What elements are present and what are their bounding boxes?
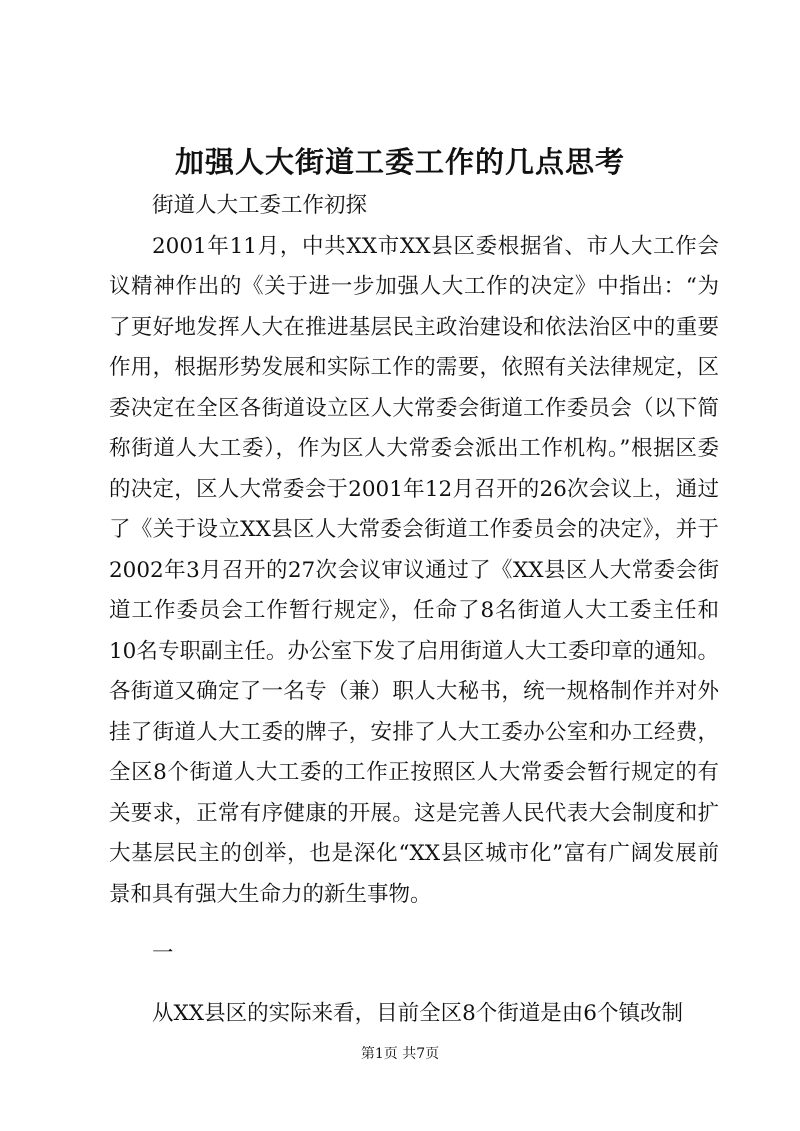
body-paragraph-last: 从XX县区的实际来看，目前全区8个街道是由6个镇改制 — [152, 1000, 683, 1026]
section-marker: 一 — [152, 941, 174, 966]
subtitle: 街道人大工委工作初探 — [152, 193, 368, 218]
page-footer: 第1页 共7页 — [360, 1046, 440, 1062]
body-paragraph: 2001年11月，中共XX市XX县区委根据省、市人大工作会议精神作出的《关于进一步加强人大工作的决定》中指出：“为了更好地发挥人大在推进基层民主政治建设和依法治区中的重要作用，根据形势发展和实际工作的需要，依照有关法律规定，区委决定在全区各街道设立区人大常委会街道工作委员会（以下简称街道人大工委），作为区人大常委会派出工作机构。”根据区委的决定，区人大常委会于2001年12月召开的26次会议上，通过了《关于设立XX县区人大常委会街道工作委员会的决定》，并于2002年3月召开的27次会议审议通过了《XX县区人大常委会街道工作委员会工作暂行规定》，任命了8名街道人大工委主任和10名专职副主任。办公室下发了启用街道人大工委印章的通知。各街道又确定了一名专（兼）职人大秘书，统一规格制作并对外挂了街道人大工委的牌子，安排了人大工委办公室和办工经费，全区8个街道人大工委的工作正按照区人大常委会暂行规定的有关要求，正常有序健康的开展。这是完善人民代表大会制度和扩大基层民主的创举，也是深化“XX县区城市化”富有广阔发展前景和具有强大生命力的新生事物。 — [109, 233, 719, 907]
document-title: 加强人大街道工委工作的几点思考 — [174, 145, 625, 179]
paragraph-spacer — [109, 915, 719, 934]
document-body — [109, 186, 719, 1034]
paragraph-spacer — [109, 975, 719, 994]
